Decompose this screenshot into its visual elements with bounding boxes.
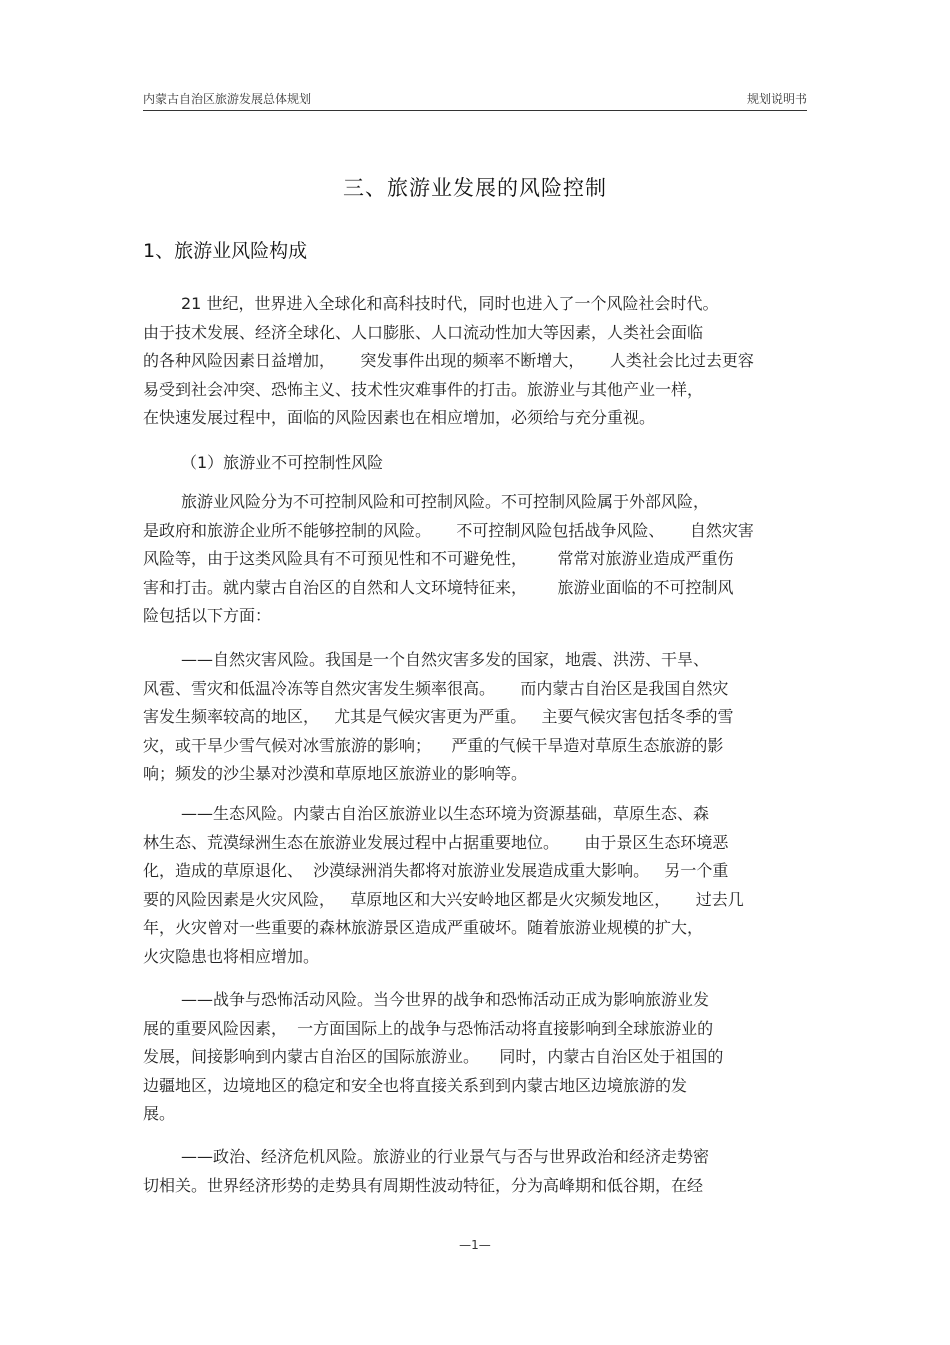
paragraph-line: 年，火灾曾对一些重要的森林旅游景区造成严重破坏。随着旅游业规模的扩大， bbox=[143, 918, 704, 938]
paragraph-line: 响；频发的沙尘暴对沙漠和草原地区旅游业的影响等。 bbox=[143, 764, 528, 784]
paragraph-line: 展的重要风险因素， 一方面国际上的战争与恐怖活动将直接影响到全球旅游业的 bbox=[143, 1018, 714, 1038]
paragraph-line: 林生态、荒漠绿洲生态在旅游业发展过程中占据重要地位。 由于景区生态环境恶 bbox=[143, 832, 729, 852]
paragraph-line: 火灾隐患也将相应增加。 bbox=[143, 946, 320, 966]
paragraph-line: 展。 bbox=[143, 1104, 176, 1124]
header-document-type: 规划说明书 bbox=[746, 92, 807, 106]
paragraph-line: 的各种风险因素日益增加， 突发事件出现的频率不断增大， 人类社会比过去更容 bbox=[143, 351, 754, 371]
paragraph-line: 灾，或干旱少雪气候对冰雪旅游的影响； 严重的气候干旱造对草原生态旅游的影 bbox=[143, 735, 724, 755]
paragraph-line: 边疆地区，边境地区的稳定和安全也将直接关系到到内蒙古地区边境旅游的发 bbox=[143, 1075, 688, 1095]
subsection-heading: （1）旅游业不可控制性风险 bbox=[181, 453, 384, 472]
paragraph-natural-disaster-risk bbox=[143, 646, 807, 789]
paragraph-line: 在快速发展过程中，面临的风险因素也在相应增加，必须给与充分重视。 bbox=[143, 408, 656, 428]
paragraph-line: 由于技术发展、经济全球化、人口膨胀、人口流动性加大等因素，人类社会面临 bbox=[143, 322, 704, 342]
paragraph-uncontrollable-risk bbox=[143, 488, 807, 631]
paragraph-ecological-risk bbox=[143, 800, 807, 972]
paragraph-line: 发展，间接影响到内蒙古自治区的国际旅游业。 同时，内蒙古自治区处于祖国的 bbox=[143, 1047, 724, 1067]
section-heading: 1、旅游业风险构成 bbox=[143, 240, 308, 262]
paragraph-line: 化，造成的草原退化、 沙漠绿洲消失都将对旅游业发展造成重大影响。 另一个重 bbox=[143, 861, 729, 881]
paragraph-line: 风雹、雪灾和低温冷冻等自然灾害发生频率很高。 而内蒙古自治区是我国自然灾 bbox=[143, 678, 729, 698]
header-divider bbox=[143, 110, 807, 111]
paragraph-line: ——战争与恐怖活动风险。当今世界的战争和恐怖活动正成为影响旅游业发 bbox=[181, 990, 710, 1009]
paragraph-line: 风险等，由于这类风险具有不可预见性和不可避免性， 常常对旅游业造成严重伤 bbox=[143, 549, 734, 569]
paragraph-political-economic-risk bbox=[143, 1143, 807, 1200]
header-document-title: 内蒙古自治区旅游发展总体规划 bbox=[143, 92, 312, 106]
paragraph-line: 险包括以下方面： bbox=[143, 606, 272, 626]
paragraph-intro bbox=[143, 290, 807, 433]
page-header bbox=[143, 90, 807, 110]
paragraph-line: 易受到社会冲突、恐怖主义、技术性灾难事件的打击。旅游业与其他产业一样， bbox=[143, 379, 704, 399]
paragraph-war-terrorism-risk bbox=[143, 986, 807, 1129]
page-number: —1— bbox=[459, 1238, 491, 1252]
paragraph-line: ——自然灾害风险。我国是一个自然灾害多发的国家，地震、洪涝、干旱、 bbox=[181, 650, 710, 669]
paragraph-line: 21 世纪，世界进入全球化和高科技时代，同时也进入了一个风险社会时代。 bbox=[181, 294, 719, 313]
paragraph-line: 旅游业风险分为不可控制风险和可控制风险。不可控制风险属于外部风险， bbox=[181, 492, 710, 511]
paragraph-line: 害和打击。就内蒙古自治区的自然和人文环境特征来， 旅游业面临的不可控制风 bbox=[143, 577, 734, 597]
paragraph-line: ——政治、经济危机风险。旅游业的行业景气与否与世界政治和经济走势密 bbox=[181, 1147, 710, 1166]
page-title: 三、旅游业发展的风险控制 bbox=[343, 176, 607, 200]
paragraph-line: 切相关。世界经济形势的走势具有周期性波动特征，分为高峰期和低谷期，在经 bbox=[143, 1175, 704, 1195]
paragraph-line: ——生态风险。内蒙古自治区旅游业以生态环境为资源基础，草原生态、森 bbox=[181, 804, 710, 823]
paragraph-line: 害发生频率较高的地区， 尤其是气候灾害更为严重。 主要气候灾害包括冬季的雪 bbox=[143, 707, 734, 727]
paragraph-line: 要的风险因素是火灾风险， 草原地区和大兴安岭地区都是火灾频发地区， 过去几 bbox=[143, 889, 744, 909]
paragraph-line: 是政府和旅游企业所不能够控制的风险。 不可控制风险包括战争风险、 自然灾害 bbox=[143, 520, 754, 540]
